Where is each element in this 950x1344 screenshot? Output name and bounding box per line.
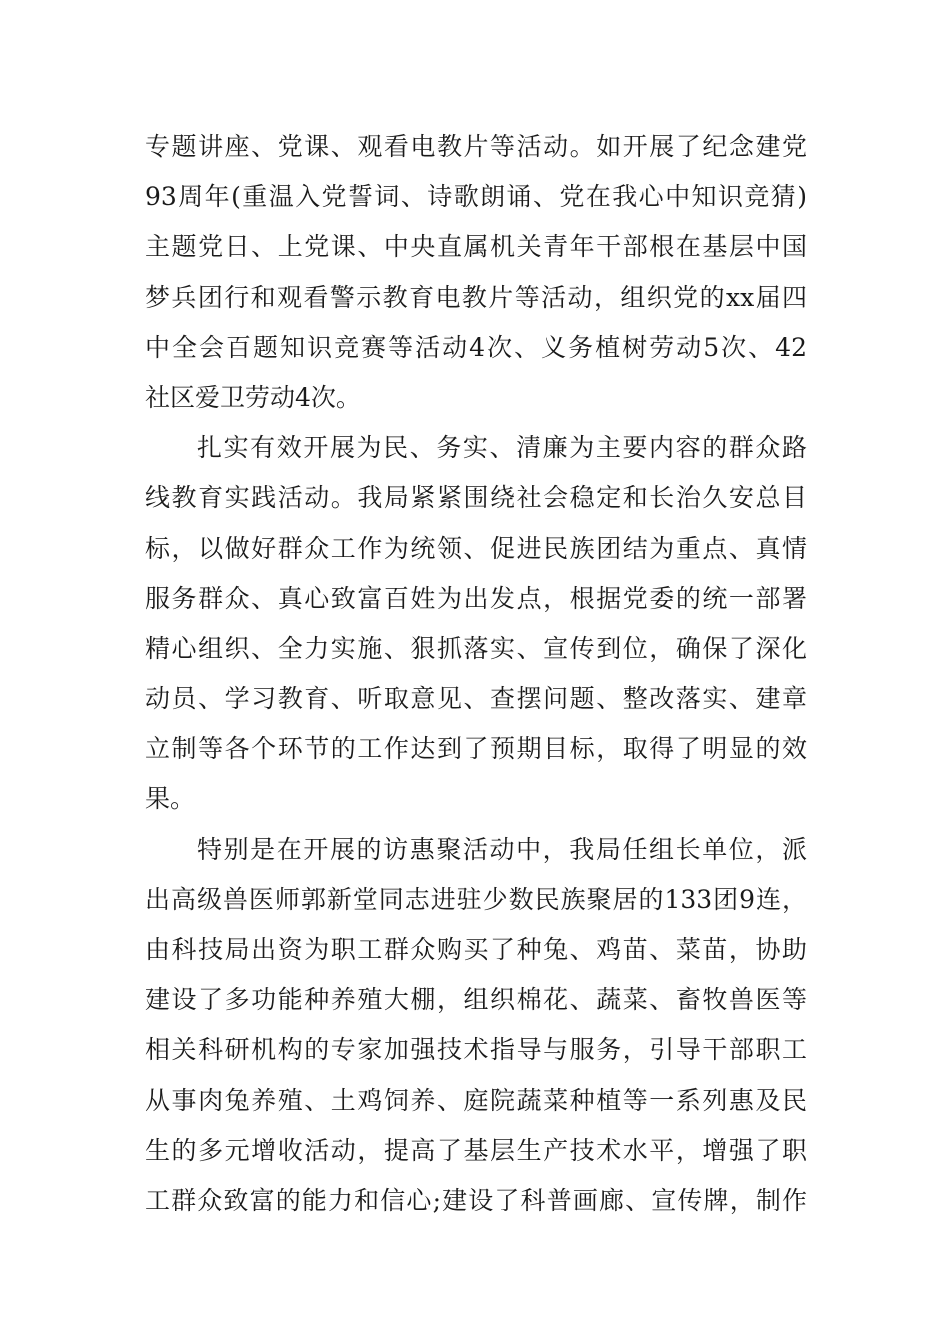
text-line: 果。: [145, 784, 196, 814]
text-line: 相关科研机构的专家加强技术指导与服务，引导干部职工: [145, 1035, 807, 1065]
paragraph-3: [145, 825, 807, 1227]
text-line: 精心组织、全力实施、狠抓落实、宣传到位，确保了深化: [145, 633, 807, 663]
text-line: 出高级兽医师郭新堂同志进驻少数民族聚居的133团9连，: [145, 884, 807, 914]
text-line: 工群众致富的能力和信心;建设了科普画廊、宣传牌，制作: [145, 1185, 807, 1215]
text-line: 动员、学习教育、听取意见、查摆问题、整改落实、建章: [145, 684, 807, 714]
text-line: 特别是在开展的访惠聚活动中，我局任组长单位，派: [197, 834, 807, 864]
text-line: 社区爱卫劳动4次。: [145, 382, 361, 412]
text-line: 线教育实践活动。我局紧紧围绕社会稳定和长治久安总目: [145, 483, 807, 513]
paragraph-2: [145, 423, 807, 825]
text-line: 由科技局出资为职工群众购买了种兔、鸡苗、菜苗，协助: [145, 935, 807, 964]
text-line: 中全会百题知识竞赛等活动4次、义务植树劳动5次、42: [145, 332, 807, 362]
text-line: 服务群众、真心致富百姓为出发点，根据党委的统一部署: [145, 583, 807, 613]
paragraph-1: [145, 122, 807, 423]
text-line: 立制等各个环节的工作达到了预期目标，取得了明显的效: [145, 734, 807, 764]
text-line: 从事肉兔养殖、土鸡饲养、庭院蔬菜种植等一系列惠及民: [145, 1085, 807, 1115]
text-line: 生的多元增收活动，提高了基层生产技术水平，增强了职: [145, 1135, 807, 1165]
document-body: [145, 122, 807, 1226]
text-line: 建设了多功能种养殖大棚，组织棉花、蔬菜、畜牧兽医等: [145, 985, 807, 1015]
text-line: 梦兵团行和观看警示教育电教片等活动，组织党的xx届四: [145, 282, 807, 312]
text-line: 主题党日、上党课、中央直属机关青年干部根在基层中国: [145, 232, 807, 262]
text-line: 标，以做好群众工作为统领、促进民族团结为重点、真情: [145, 533, 807, 563]
text-line: 专题讲座、党课、观看电教片等活动。如开展了纪念建党: [145, 132, 807, 161]
text-line: 93周年(重温入党誓词、诗歌朗诵、党在我心中知识竞猜): [145, 182, 807, 212]
text-line: 扎实有效开展为民、务实、清廉为主要内容的群众路: [197, 433, 807, 463]
